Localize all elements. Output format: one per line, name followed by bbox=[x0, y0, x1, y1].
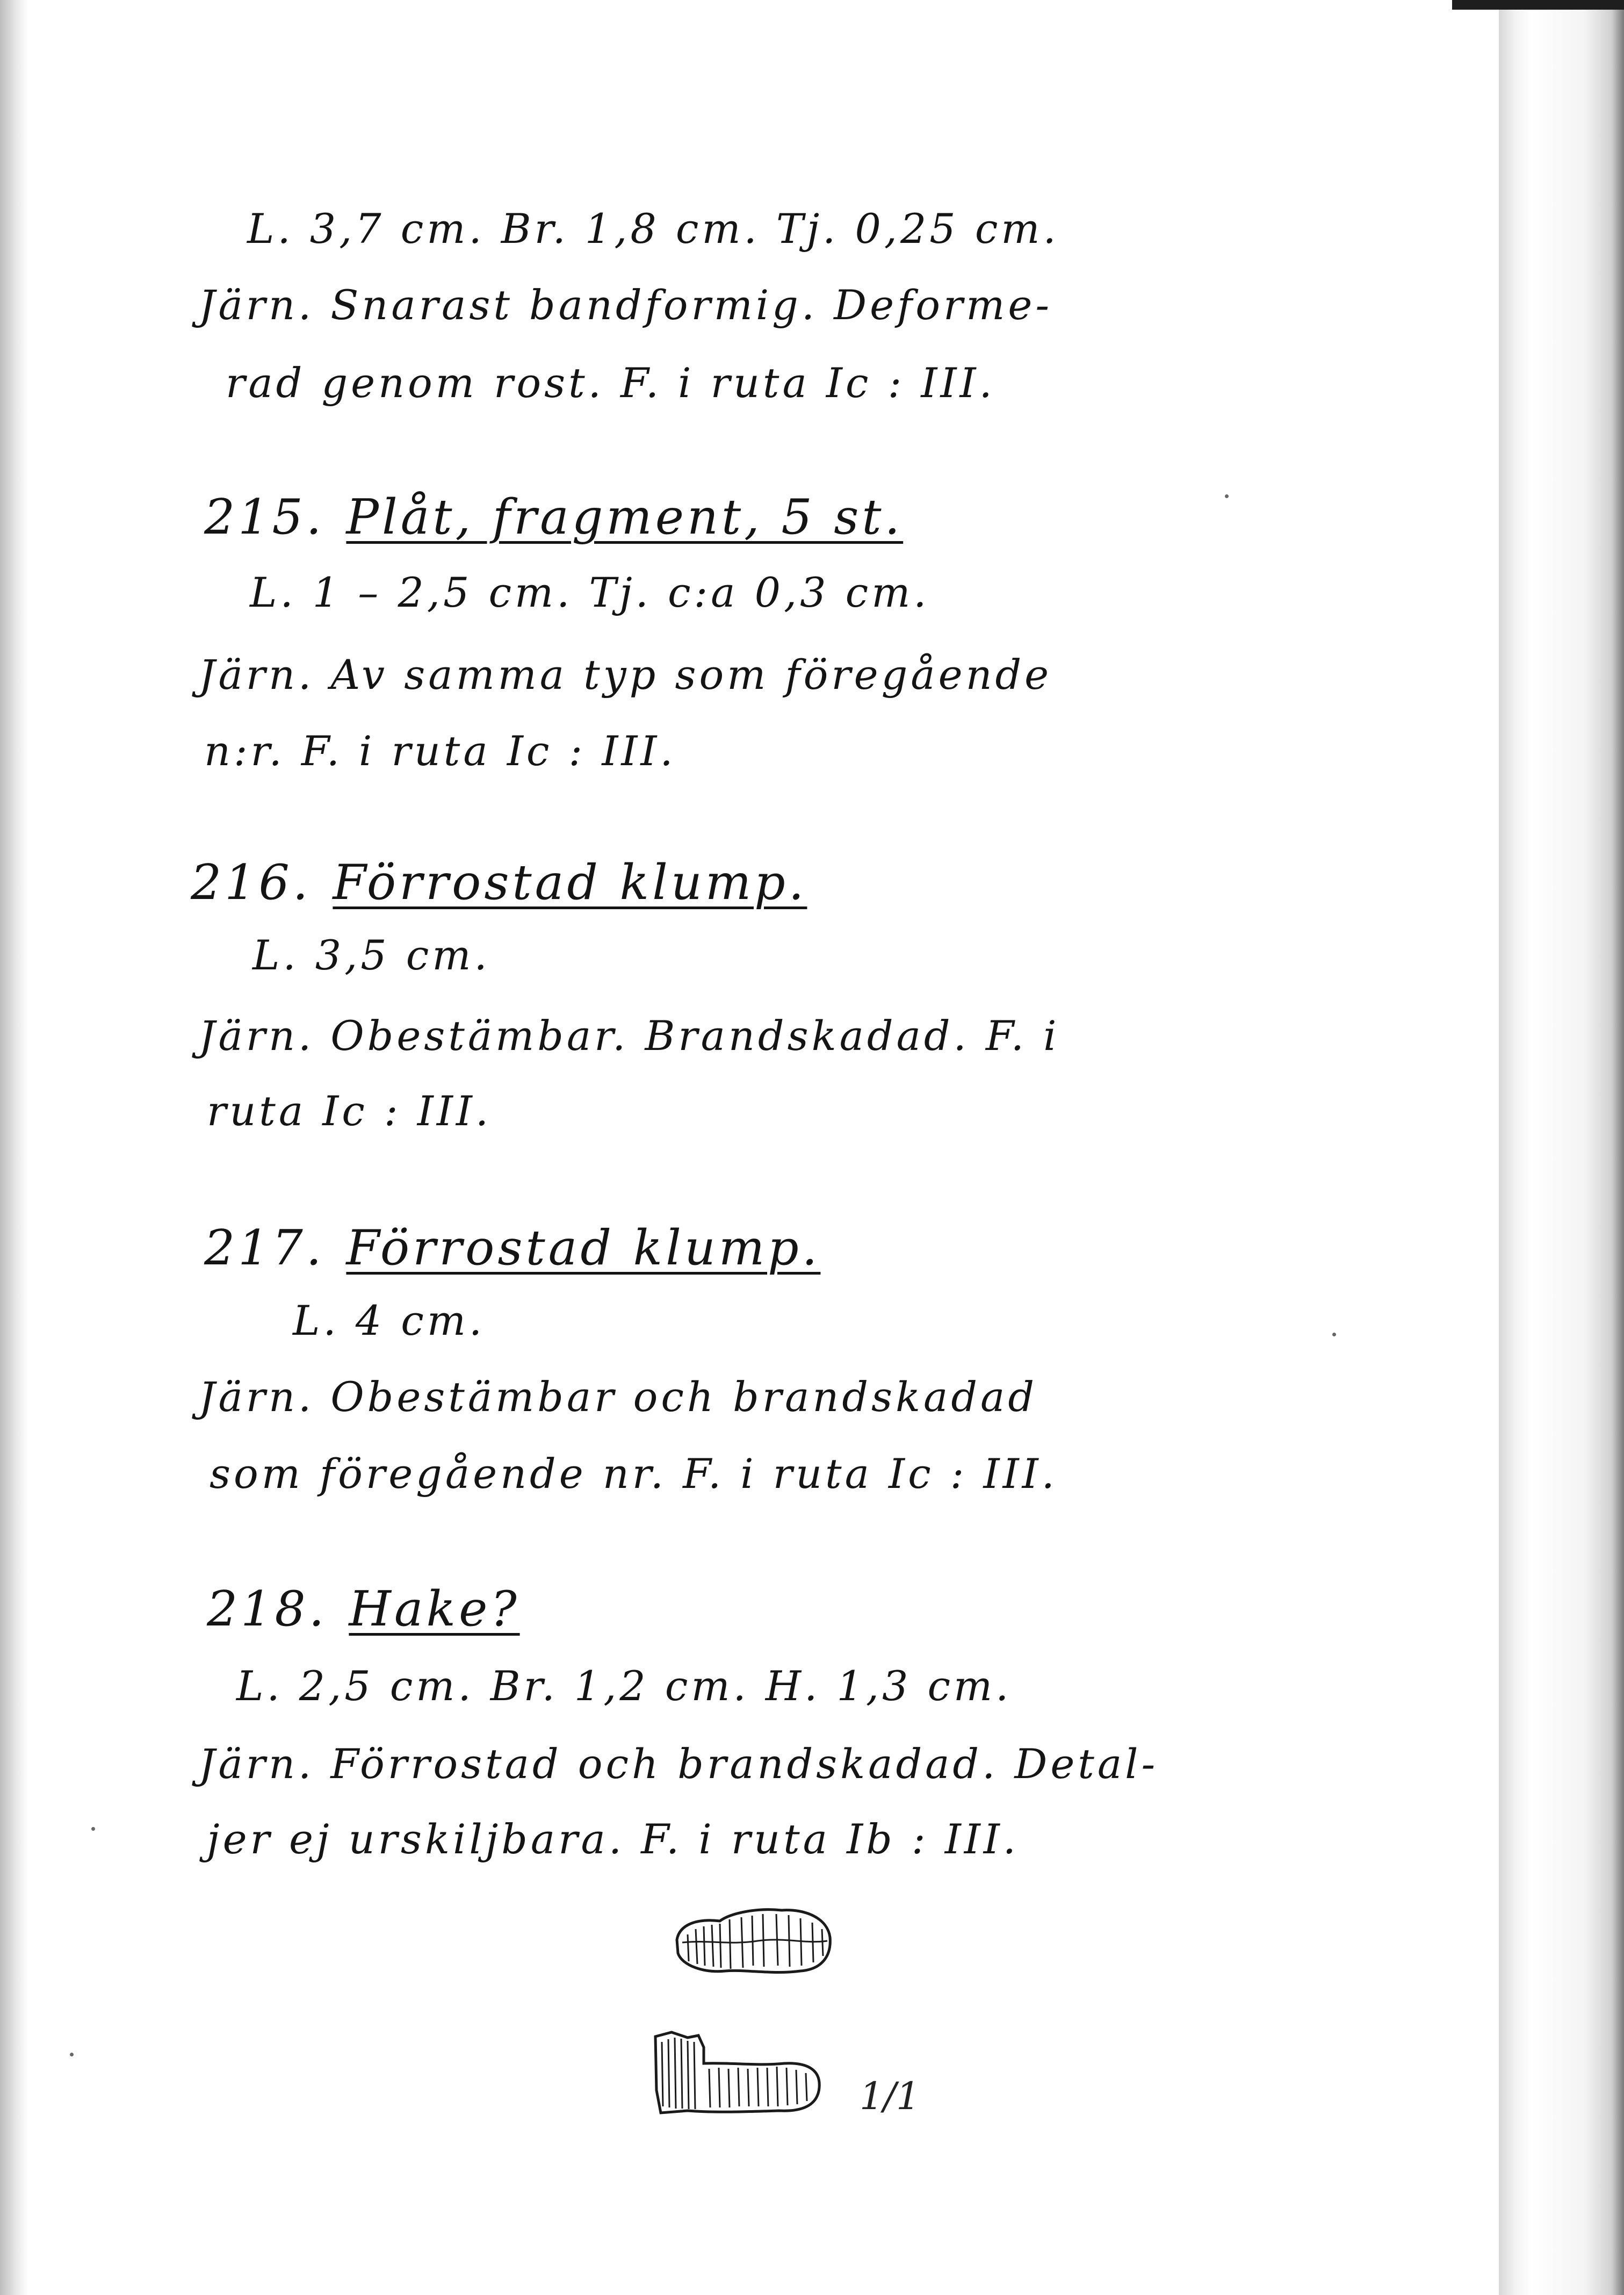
iron-fragment-side-view-sketch-icon bbox=[650, 2026, 827, 2123]
entry-215-heading bbox=[204, 489, 904, 545]
entry-217-number: 217. bbox=[204, 1220, 325, 1276]
entry-216-heading bbox=[191, 854, 807, 911]
entry-218-heading bbox=[207, 1581, 520, 1637]
adjacent-page-edge bbox=[1499, 0, 1624, 2295]
entry-216-description-line-2: ruta Ic : III. bbox=[207, 1087, 492, 1135]
ink-speck bbox=[70, 2053, 74, 2056]
entry-218-number: 218. bbox=[207, 1581, 328, 1637]
entry-217-description-line-1: Järn. Obestämbar och brandskadad bbox=[199, 1373, 1037, 1421]
entry-218-description-line-1: Järn. Förrostad och brandskadad. Detal- bbox=[199, 1740, 1159, 1788]
sketch-scale-label: 1/1 bbox=[860, 2074, 920, 2118]
entry-218-description-line-2: jer ej urskiljbara. F. i ruta Ib : III. bbox=[207, 1815, 1019, 1863]
entry-215-description-line-2: n:r. F. i ruta Ic : III. bbox=[204, 727, 676, 775]
entry-217-description-line-2: som föregående nr. F. i ruta Ic : III. bbox=[210, 1450, 1058, 1498]
entry-215-number: 215. bbox=[204, 489, 325, 545]
entry-217-measurements: L. 4 cm. bbox=[293, 1297, 486, 1344]
intro-measurements: L. 3,7 cm. Br. 1,8 cm. Tj. 0,25 cm. bbox=[247, 205, 1059, 253]
entry-216-number: 216. bbox=[191, 854, 312, 911]
entry-218-title: Hake? bbox=[349, 1581, 520, 1637]
entry-216-title: Förrostad klump. bbox=[333, 854, 807, 911]
entry-218-measurements: L. 2,5 cm. Br. 1,2 cm. H. 1,3 cm. bbox=[236, 1662, 1012, 1710]
ink-speck bbox=[91, 1827, 95, 1831]
entry-217-title: Förrostad klump. bbox=[346, 1220, 821, 1276]
page-binding-shadow bbox=[0, 0, 28, 2295]
ink-speck bbox=[1332, 1333, 1336, 1336]
intro-description-line-1: Järn. Snarast bandformig. Deforme- bbox=[199, 281, 1052, 329]
entry-217-heading bbox=[204, 1220, 821, 1276]
entry-215-title: Plåt, fragment, 5 st. bbox=[346, 489, 904, 545]
ink-speck bbox=[1225, 494, 1229, 498]
iron-fragment-top-view-sketch-icon bbox=[666, 1902, 838, 1983]
scan-corner-shadow bbox=[1452, 0, 1624, 10]
entry-215-measurements: L. 1 – 2,5 cm. Tj. c:a 0,3 cm. bbox=[250, 569, 930, 616]
entry-216-measurements: L. 3,5 cm. bbox=[252, 931, 490, 979]
entry-215-description-line-1: Järn. Av samma typ som föregående bbox=[199, 651, 1052, 699]
intro-description-line-2: rad genom rost. F. i ruta Ic : III. bbox=[226, 359, 995, 407]
entry-216-description-line-1: Järn. Obestämbar. Brandskadad. F. i bbox=[199, 1012, 1060, 1060]
